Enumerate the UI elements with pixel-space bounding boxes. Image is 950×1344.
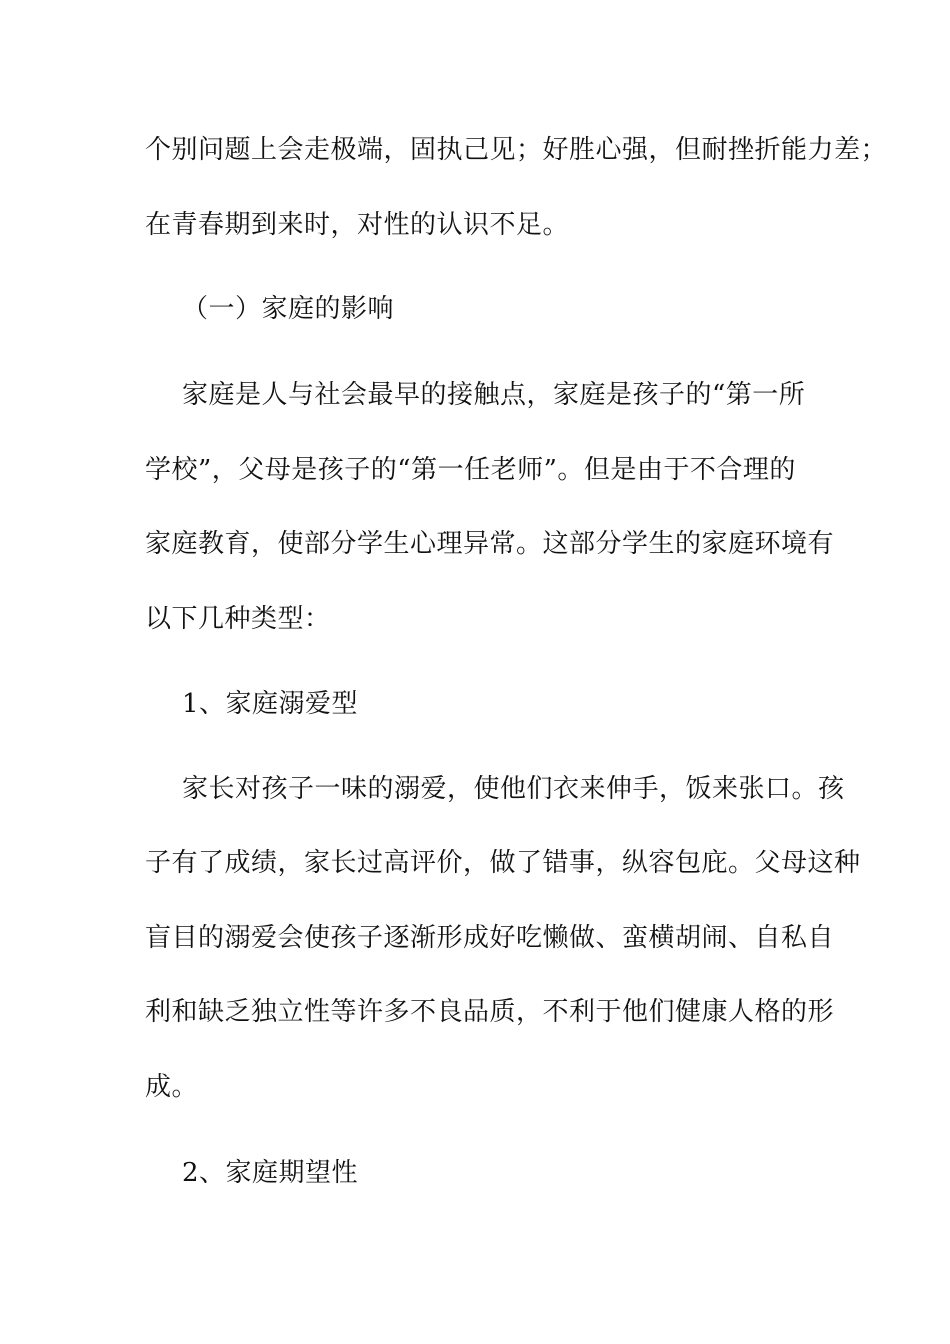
subsection-heading: 2、家庭期望性	[182, 1158, 359, 1188]
body-text-line: 家庭教育，使部分学生心理异常。这部分学生的家庭环境有	[145, 529, 835, 559]
body-text-line: 学校”，父母是孩子的“第一任老师”。但是由于不合理的	[145, 455, 796, 485]
body-text-line: 盲目的溺爱会使孩子逐渐形成好吃懒做、蛮横胡闹、自私自	[145, 923, 835, 953]
body-text-line: 子有了成绩，家长过高评价，做了错事，纵容包庇。父母这种	[145, 848, 861, 878]
paragraph-first-line: 家长对孩子一味的溺爱，使他们衣来伸手，饭来张口。孩	[182, 774, 845, 804]
paragraph-first-line: 家庭是人与社会最早的接触点，家庭是孩子的“第一所	[182, 380, 806, 410]
body-text-line: 在青春期到来时，对性的认识不足。	[145, 210, 570, 240]
body-text-line: 个别问题上会走极端，固执己见；好胜心强，但耐挫折能力差；	[145, 135, 888, 165]
subsection-heading: 1、家庭溺爱型	[182, 689, 359, 719]
body-text-line: 利和缺乏独立性等许多不良品质，不利于他们健康人格的形	[145, 997, 835, 1027]
body-text-line: 以下几种类型：	[145, 604, 331, 634]
section-heading: （一）家庭的影响	[182, 294, 395, 324]
body-text-line: 成。	[145, 1072, 199, 1102]
